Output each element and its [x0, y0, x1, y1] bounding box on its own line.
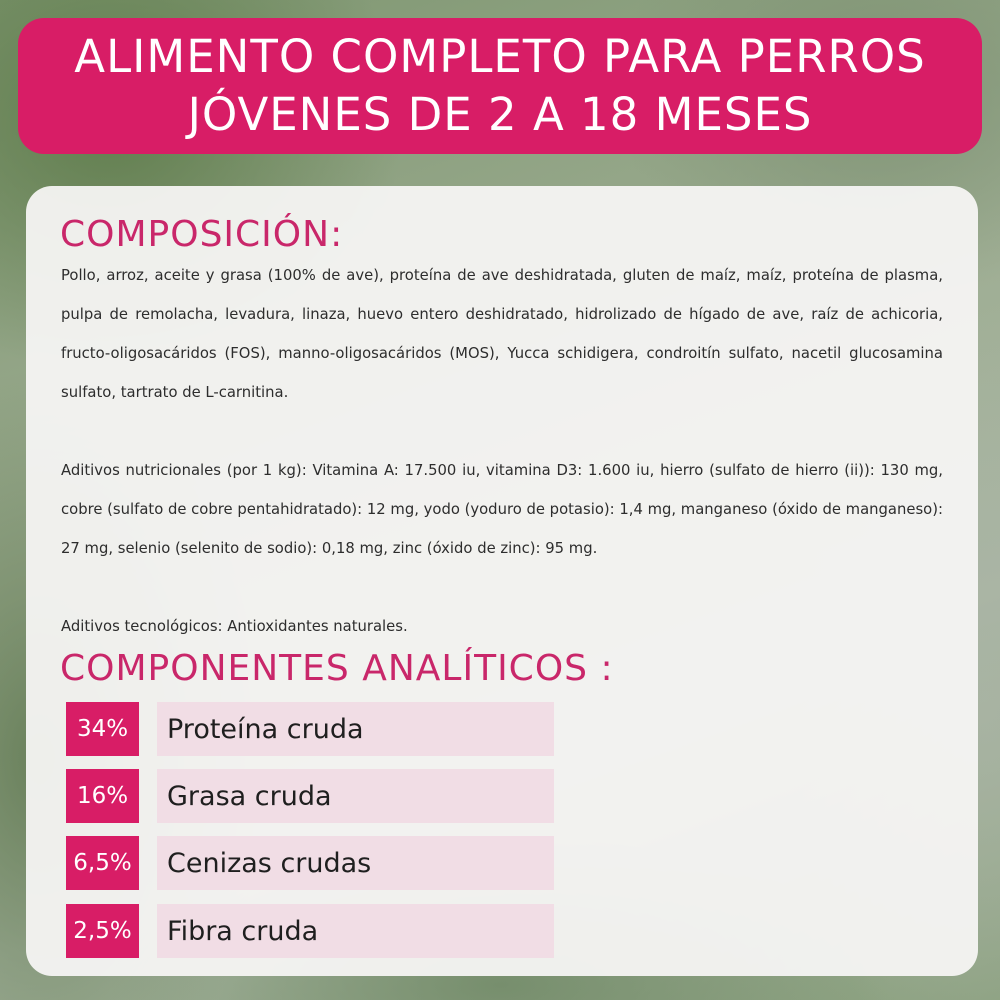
nutritional-additives-text: Aditivos nutricionales (por 1 kg): Vitamina A: 17.500 iu, vitamina D3: 1.600 iu, hierro (sulfato de hierro (ii)): 130 mg, cobre (sulfato de cobre pentahidratado): 12 mg, yodo (yoduro de potasio): 1,4 mg, manganeso (óxido de manganeso): 27 mg, selenio (selenito de sodio): 0,18 mg, zinc (óxido de zinc): 95 mg.	[61, 462, 943, 557]
banner-title-line-1: ALIMENTO COMPLETO PARA PERROS	[74, 30, 926, 83]
analytical-row-fat	[66, 769, 556, 823]
percent-badge: 16%	[66, 769, 139, 823]
percent-badge: 2,5%	[66, 904, 139, 958]
analytical-heading: COMPONENTES ANALÍTICOS :	[60, 648, 614, 689]
ingredients-text: Pollo, arroz, aceite y grasa (100% de ave), proteína de ave deshidratada, gluten de maíz, maíz, proteína de plasma, pulpa de remolacha, levadura, linaza, huevo entero deshidratado, hidrolizado de hígado de ave, raíz de achicoria, fructo-oligosacáridos (FOS), manno-oligosacáridos (MOS), Yucca schidigera, condroitín sulfato, nacetil glucosamina sulfato, tartrato de L-carnitina.	[61, 267, 943, 401]
technological-additives-text: Aditivos tecnológicos: Antioxidantes naturales.	[61, 618, 408, 635]
percent-badge: 6,5%	[66, 836, 139, 890]
analytical-row-fiber	[66, 904, 556, 958]
component-label: Cenizas crudas	[157, 836, 554, 890]
analytical-row-ash	[66, 836, 556, 890]
percent-badge: 34%	[66, 702, 139, 756]
banner-title-line-2: JÓVENES DE 2 A 18 MESES	[187, 88, 813, 141]
title-banner	[18, 18, 982, 154]
component-label: Fibra cruda	[157, 904, 554, 958]
component-label: Proteína cruda	[157, 702, 554, 756]
composition-heading: COMPOSICIÓN:	[60, 214, 344, 255]
component-label: Grasa cruda	[157, 769, 554, 823]
info-card	[26, 186, 978, 976]
analytical-row-protein	[66, 702, 556, 756]
